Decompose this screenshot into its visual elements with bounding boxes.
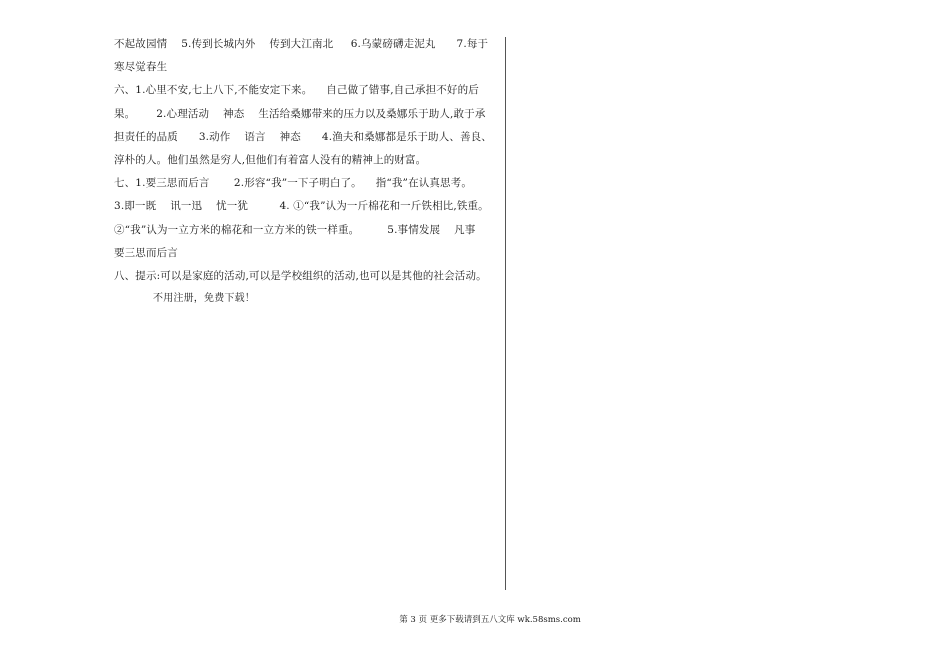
answer-line-section-6: 六、1.心里不安,七上八下,不能安定下来。 自己做了错事,自己承担不好的后 [114,84,479,97]
answer-line: ②“我”认为一立方米的棉花和一立方米的铁一样重。 5.事情发展 凡事 [114,223,476,236]
answer-line: 不起故园情 5.传到长城内外 传到大江南北 6.乌蒙磅礴走泥丸 7.每于 [114,38,489,50]
answer-text-column [114,33,500,288]
answer-line-section-7: 七、1.要三思而后言 2.形容“我”一下子明白了。 指“我”在认真思考。 [114,177,472,190]
promo-text: 不用注册，免费下载！ [153,293,255,304]
answer-line: 要三思而后言 [114,246,178,259]
column-divider [505,37,506,590]
answer-line: 3.即一既 讯一迅 忧一犹 4. ①“我”认为一斤棉花和一斤铁相比,铁重。 [114,200,489,213]
answer-line: 淳朴的人。他们虽然是穷人,但他们有着富人没有的精神上的财富。 [114,153,427,166]
page-footer: 第 3 页 更多下载请到五八文库 wk.58sms.com [399,615,581,625]
answer-line: 果。 2.心理活动 神态 生活给桑娜带来的压力以及桑娜乐于助人,敢于承 [114,107,486,120]
answer-line: 担责任的品质 3.动作 语言 神态 4.渔夫和桑娜都是乐于助人、善良、 [114,130,492,143]
answer-line-section-8: 八、提示:可以是家庭的活动,可以是学校组织的活动,也可以是其他的社会活动。 [114,269,487,282]
answer-line: 寒尽觉春生 [114,61,168,74]
